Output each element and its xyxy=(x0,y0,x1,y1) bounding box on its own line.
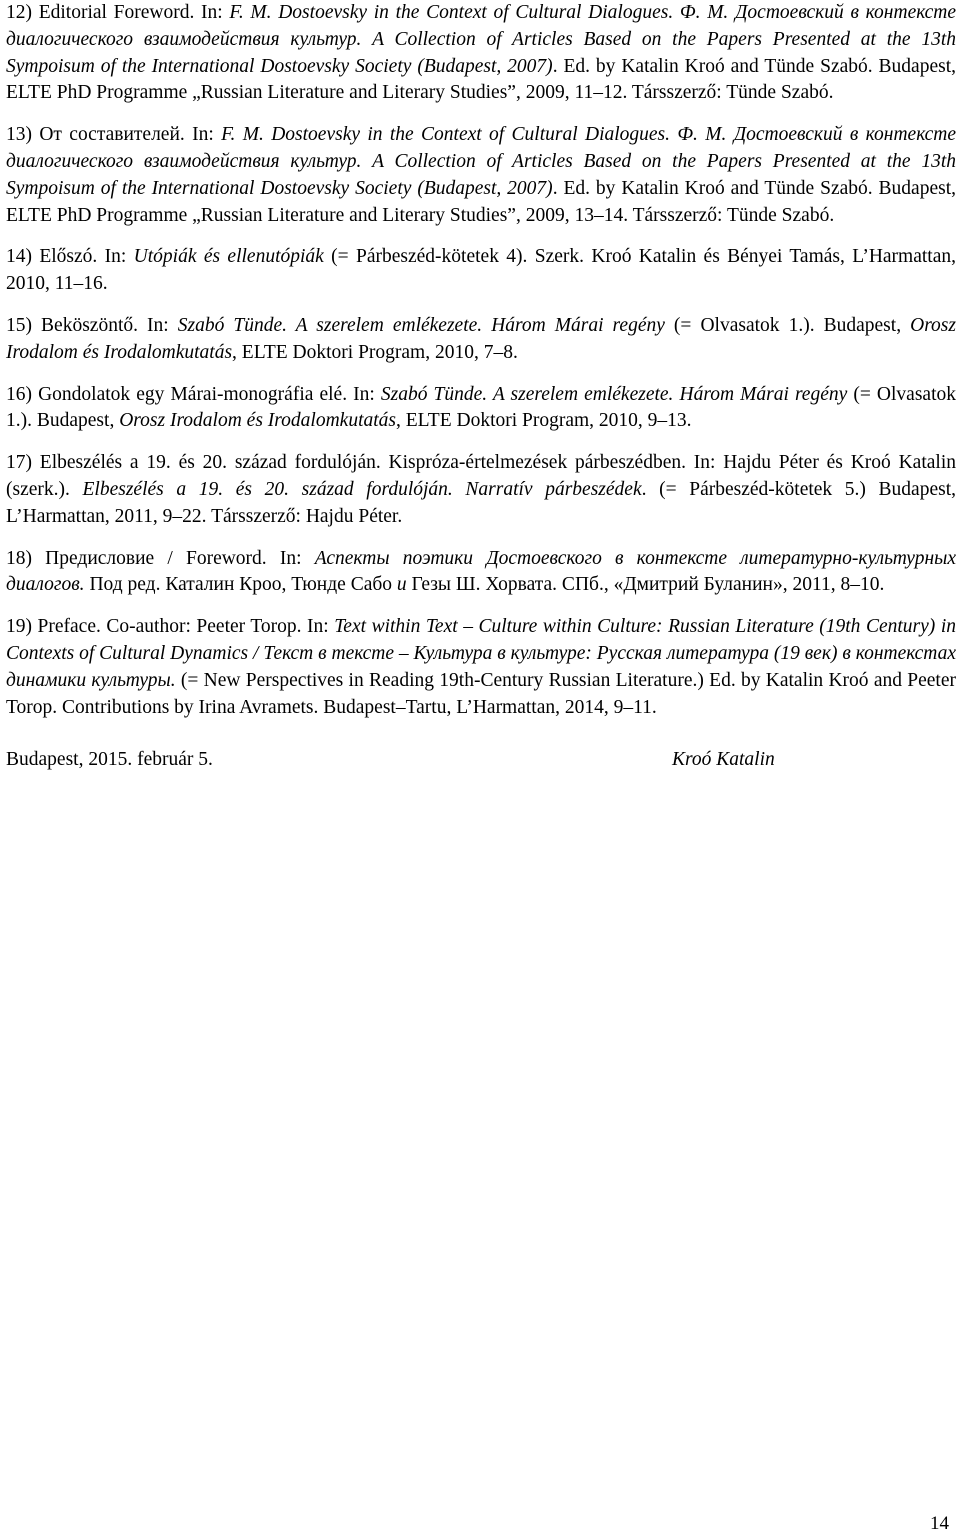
bibliography-entry-13 xyxy=(6,122,956,229)
bibliography-entry-19 xyxy=(6,614,956,721)
bibliography-entry-17 xyxy=(6,450,956,530)
entry-text-italic: Text within Text – Culture within Culture: Russian Literature (19th Century) in Contexts of Cultural Dynamics / Текст в тексте – Культура в культуре: Русская литература (19 век) в контекстах динамики культуры. xyxy=(6,616,956,691)
entry-text: . Ed. by Katalin Kroó and Tünde Szabó. Budapest, ELTE PhD Programme „Russian Literature and Literary Studies”, 2009, 13–14. Társszerző: Tünde Szabó. xyxy=(6,177,957,226)
entry-text: (= Olvasatok 1.). Budapest, xyxy=(664,314,911,336)
entry-text-italic: F. M. Dostoevsky in the Context of Cultural Dialogues. Ф. М. Достоевский в контексте диалогического взаимодействия культур. A Collection of Articles Based on the Papers Presented at the 13th Sympoisum of the International Dostoevsky Society (Budapest, 2007) xyxy=(6,2,956,77)
signoff-place-date: Budapest, 2015. február 5. xyxy=(6,749,213,771)
bibliography-entry-14 xyxy=(6,244,956,298)
entry-text: 14) Előszó. In: xyxy=(6,246,134,268)
entry-text: 18) Предисловие / Foreword. In: xyxy=(6,547,315,569)
entry-text-italic: и xyxy=(396,574,407,596)
entry-text: (= New Perspectives in Reading 19th-Century Russian Literature.) Ed. by Katalin Kroó and Peeter Torop. Contributions by Irina Avramets. Budapest–Tartu, L’Harmattan, 2014, 9–11. xyxy=(6,669,957,718)
entry-text: , ELTE Doktori Program, 2010, 7–8. xyxy=(232,341,518,363)
entry-text: 13) От составителей. In: xyxy=(6,124,222,146)
document-page xyxy=(6,0,956,774)
entry-text-italic: Szabó Tünde. A szerelem emlékezete. Három Márai regény xyxy=(177,314,665,336)
bibliography-entry-16 xyxy=(6,382,956,436)
bibliography-entry-12 xyxy=(6,0,956,107)
entry-text-italic: Utópiák és ellenutópiák xyxy=(133,246,324,268)
entry-text: 19) Preface. Co-author: Peeter Torop. In: xyxy=(6,616,335,638)
entry-text: . (= Párbeszéd-kötetek 5.) Budapest, L’Harmattan, 2011, 9–22. Társszerző: Hajdu Péter. xyxy=(6,478,956,527)
entry-text-italic: Аспекты поэтики Достоевского в контексте литературно-культурных диалогов. xyxy=(6,547,956,596)
bibliography-entry-18 xyxy=(6,546,956,600)
entry-text: (= Párbeszéd-kötetek 4). Szerk. Kroó Katalin és Bényei Tamás, L’Harmattan, 2010, 11–16. xyxy=(6,246,956,295)
entry-text: 15) Beköszöntő. In: xyxy=(6,314,178,336)
entry-text-italic: Elbeszélés a 19. és 20. század fordulóján. Narratív párbeszédek xyxy=(82,478,642,500)
entry-text: (= Olvasatok 1.). Budapest, xyxy=(6,383,956,432)
entry-text: , ELTE Doktori Program, 2010, 9–13. xyxy=(396,410,692,432)
entry-text: . Ed. by Katalin Kroó and Tünde Szabó. Budapest, ELTE PhD Programme „Russian Literature and Literary Studies”, 2009, 11–12. Társszerző: Tünde Szabó. xyxy=(6,55,957,104)
entry-text-italic: Orosz Irodalom és Irodalomkutatás xyxy=(6,314,956,363)
entry-text: 12) Editorial Foreword. In: xyxy=(6,2,230,23)
entry-text: 17) Elbeszélés a 19. és 20. század fordulóján. Kispróza-értelmezések párbeszédben. In: Hajdu Péter és Kroó Katalin (szerk.). xyxy=(6,452,956,500)
entry-text: Гезы Ш. Хорвата. СПб., «Дмитрий Буланин», 2011, 8–10. xyxy=(406,574,885,596)
entry-text: 16) Gondolatok egy Márai-monográfia elé. In: xyxy=(6,383,381,405)
entry-text-italic: Szabó Tünde. A szerelem emlékezete. Három Márai regény xyxy=(380,383,848,405)
signoff-author: Kroó Katalin xyxy=(672,749,775,771)
entry-text-italic: Orosz Irodalom és Irodalomkutatás xyxy=(119,410,396,432)
signoff xyxy=(6,747,956,774)
entry-text: Под ред. Каталин Кроо, Тюнде Сабо xyxy=(84,574,397,596)
entry-text-italic: F. M. Dostoevsky in the Context of Cultural Dialogues. Ф. М. Достоевский в контексте диалогического взаимодействия культур. A Collection of Articles Based on the Papers Presented at the 13th Sympoisum of the International Dostoevsky Society (Budapest, 2007) xyxy=(6,124,956,199)
bibliography-list xyxy=(6,0,956,721)
page-number: 14 xyxy=(930,1513,949,1534)
bibliography-entry-15 xyxy=(6,313,956,367)
